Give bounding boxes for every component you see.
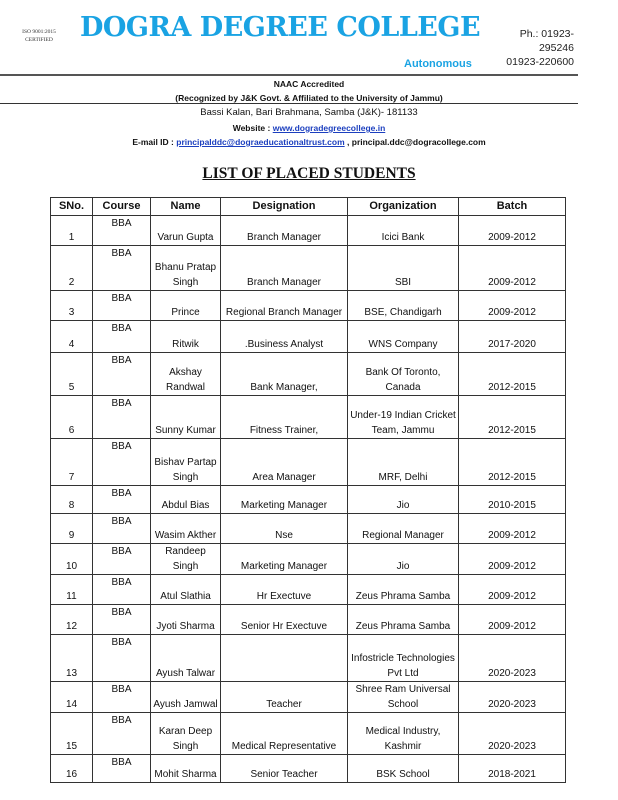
table-row xyxy=(51,575,566,605)
cell-course: BBA xyxy=(93,635,151,682)
cell-designation: Nse xyxy=(221,514,348,544)
cell-sno: 15 xyxy=(51,713,93,755)
email-label: E-mail ID : xyxy=(132,137,177,147)
cell-name: Karan Deep Singh xyxy=(151,713,221,755)
cell-course: BBA xyxy=(93,713,151,755)
cell-name: Prince xyxy=(151,291,221,321)
address: Bassi Kalan, Bari Brahmana, Samba (J&K)- 181133 xyxy=(200,107,418,118)
cell-organization: MRF, Delhi xyxy=(348,439,459,486)
table-row xyxy=(51,439,566,486)
cell-course: BBA xyxy=(93,396,151,439)
cell-batch: 2012-2015 xyxy=(459,396,566,439)
certified-line: CERTIFIED xyxy=(25,37,53,43)
cell-designation: Senior Hr Exectuve xyxy=(221,605,348,635)
table-row xyxy=(51,321,566,353)
phone-1: Ph.: 01923-295246 xyxy=(519,28,574,54)
cell-sno: 4 xyxy=(51,321,93,353)
cell-course: BBA xyxy=(93,321,151,353)
cell-name: Sunny Kumar xyxy=(151,396,221,439)
page-title: LIST OF PLACED STUDENTS xyxy=(202,165,416,182)
cell-sno: 11 xyxy=(51,575,93,605)
cell-batch: 2009-2012 xyxy=(459,246,566,291)
cell-course: BBA xyxy=(93,246,151,291)
cell-batch: 2012-2015 xyxy=(459,353,566,396)
table-row xyxy=(51,396,566,439)
cell-batch: 2020-2023 xyxy=(459,635,566,682)
cell-name: Wasim Akther xyxy=(151,514,221,544)
cell-batch: 2009-2012 xyxy=(459,575,566,605)
col-sno: SNo. xyxy=(51,198,93,216)
cell-course: BBA xyxy=(93,486,151,514)
website-link[interactable]: www.dogradegreecollege.in xyxy=(272,123,386,133)
table-row xyxy=(51,246,566,291)
address-divider xyxy=(0,103,578,104)
cell-organization: Icici Bank xyxy=(348,216,459,246)
cell-organization: Under-19 Indian Cricket Team, Jammu xyxy=(348,396,459,439)
cell-batch: 2020-2023 xyxy=(459,682,566,713)
cell-name: Jyoti Sharma xyxy=(151,605,221,635)
cell-designation: Medical Representative xyxy=(221,713,348,755)
cell-course: BBA xyxy=(93,755,151,783)
autonomous-label: Autonomous xyxy=(404,58,472,70)
cell-name: Akshay Randwal xyxy=(151,353,221,396)
cell-sno: 10 xyxy=(51,544,93,575)
email-line xyxy=(0,137,618,147)
cell-sno: 5 xyxy=(51,353,93,396)
cell-designation: Fitness Trainer, xyxy=(221,396,348,439)
cell-organization: Bank Of Toronto, Canada xyxy=(348,353,459,396)
cell-batch: 2010-2015 xyxy=(459,486,566,514)
cell-name: Bishav Partap Singh xyxy=(151,439,221,486)
placed-students-table xyxy=(50,197,566,783)
cell-designation: Teacher xyxy=(221,682,348,713)
col-organization: Organization xyxy=(348,198,459,216)
cell-sno: 13 xyxy=(51,635,93,682)
cell-course: BBA xyxy=(93,514,151,544)
cell-batch: 2012-2015 xyxy=(459,439,566,486)
table-row xyxy=(51,291,566,321)
cell-batch: 2009-2012 xyxy=(459,605,566,635)
cell-name: Randeep Singh xyxy=(151,544,221,575)
cell-designation: Branch Manager xyxy=(221,246,348,291)
table-row xyxy=(51,486,566,514)
cell-name: Ayush Talwar xyxy=(151,635,221,682)
college-name: DOGRA DEGREE COLLEGE xyxy=(80,12,481,43)
cell-batch: 2009-2012 xyxy=(459,291,566,321)
cell-designation: .Business Analyst xyxy=(221,321,348,353)
table-row xyxy=(51,514,566,544)
cell-course: BBA xyxy=(93,439,151,486)
cell-sno: 9 xyxy=(51,514,93,544)
cell-name: Bhanu Pratap Singh xyxy=(151,246,221,291)
cell-batch: 2020-2023 xyxy=(459,713,566,755)
col-name: Name xyxy=(151,198,221,216)
cell-name: Abdul Bias xyxy=(151,486,221,514)
table-row xyxy=(51,713,566,755)
cell-designation: Marketing Manager xyxy=(221,486,348,514)
cell-organization: Regional Manager xyxy=(348,514,459,544)
cell-batch: 2017-2020 xyxy=(459,321,566,353)
cell-designation: Bank Manager, xyxy=(221,353,348,396)
table-header-row xyxy=(51,198,566,216)
cell-organization: BSE, Chandigarh xyxy=(348,291,459,321)
cell-designation: Regional Branch Manager xyxy=(221,291,348,321)
cell-designation: Senior Teacher xyxy=(221,755,348,783)
col-course: Course xyxy=(93,198,151,216)
cell-course: BBA xyxy=(93,605,151,635)
website-label: Website : xyxy=(232,123,273,133)
email-secondary: principal.ddc@dogracollege.com xyxy=(351,137,486,147)
cell-sno: 3 xyxy=(51,291,93,321)
cell-batch: 2009-2012 xyxy=(459,514,566,544)
cell-name: Varun Gupta xyxy=(151,216,221,246)
cell-designation: Hr Exectuve xyxy=(221,575,348,605)
cell-course: BBA xyxy=(93,544,151,575)
recognition-line: (Recognized by J&K Govt. & Affiliated to the University of Jammu) xyxy=(175,93,443,103)
phone-numbers xyxy=(486,27,574,69)
cell-sno: 6 xyxy=(51,396,93,439)
table-row xyxy=(51,216,566,246)
cell-organization: Infostricle Technologies Pvt Ltd xyxy=(348,635,459,682)
cell-sno: 2 xyxy=(51,246,93,291)
cell-organization: Medical Industry, Kashmir xyxy=(348,713,459,755)
website-line xyxy=(0,123,618,133)
email-separator: , xyxy=(344,137,352,147)
table-row xyxy=(51,635,566,682)
cell-sno: 16 xyxy=(51,755,93,783)
naac-accreditation: NAAC Accredited xyxy=(273,79,345,89)
cell-designation xyxy=(221,635,348,682)
email-link-primary[interactable]: principalddc@dograeducationaltrust.com xyxy=(176,137,345,147)
cell-course: BBA xyxy=(93,682,151,713)
cell-name: Ayush Jamwal xyxy=(151,682,221,713)
cell-name: Atul Slathia xyxy=(151,575,221,605)
cell-course: BBA xyxy=(93,216,151,246)
cell-organization: Zeus Phrama Samba xyxy=(348,605,459,635)
cell-organization: SBI xyxy=(348,246,459,291)
cell-sno: 7 xyxy=(51,439,93,486)
cell-organization: BSK School xyxy=(348,755,459,783)
cell-name: Mohit Sharma xyxy=(151,755,221,783)
table-row xyxy=(51,353,566,396)
iso-line: ISO 9001:2015 xyxy=(22,29,56,35)
table-row xyxy=(51,544,566,575)
cell-sno: 1 xyxy=(51,216,93,246)
cell-name: Ritwik xyxy=(151,321,221,353)
table-row xyxy=(51,755,566,783)
cell-course: BBA xyxy=(93,575,151,605)
cell-course: BBA xyxy=(93,353,151,396)
cell-sno: 8 xyxy=(51,486,93,514)
cell-organization: Shree Ram Universal School xyxy=(348,682,459,713)
cell-course: BBA xyxy=(93,291,151,321)
cell-designation: Marketing Manager xyxy=(221,544,348,575)
cell-organization: WNS Company xyxy=(348,321,459,353)
iso-certification xyxy=(14,28,64,44)
table-row xyxy=(51,682,566,713)
cell-batch: 2009-2012 xyxy=(459,544,566,575)
cell-designation: Branch Manager xyxy=(221,216,348,246)
phone-2: 01923-220600 xyxy=(506,56,574,68)
cell-organization: Zeus Phrama Samba xyxy=(348,575,459,605)
col-batch: Batch xyxy=(459,198,566,216)
header-divider xyxy=(0,74,578,76)
cell-sno: 14 xyxy=(51,682,93,713)
cell-organization: Jio xyxy=(348,544,459,575)
cell-sno: 12 xyxy=(51,605,93,635)
cell-batch: 2018-2021 xyxy=(459,755,566,783)
table-row xyxy=(51,605,566,635)
cell-batch: 2009-2012 xyxy=(459,216,566,246)
cell-designation: Area Manager xyxy=(221,439,348,486)
cell-organization: Jio xyxy=(348,486,459,514)
col-designation: Designation xyxy=(221,198,348,216)
